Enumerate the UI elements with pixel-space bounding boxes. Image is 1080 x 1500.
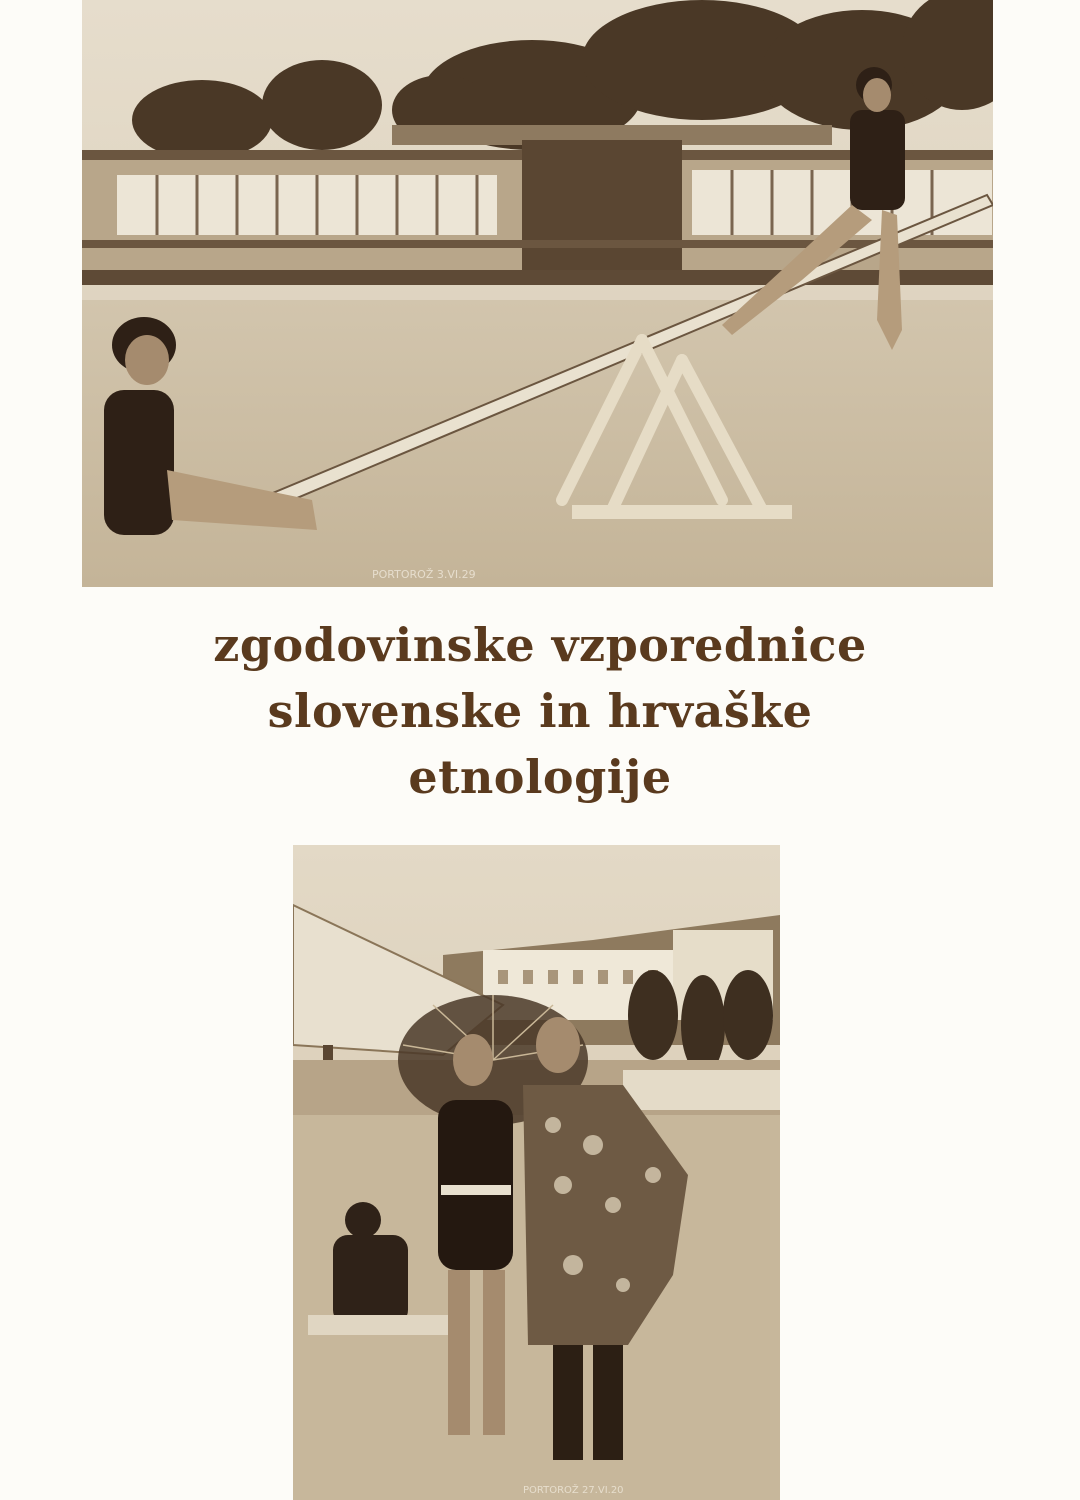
title-line-1: zgodovinske vzporednice (213, 618, 867, 672)
cover-photo-parasol (293, 845, 780, 1500)
photo-top-caption: PORTOROŽ 3.VI.29 (372, 568, 476, 581)
title-line-3: etnologije (408, 750, 672, 804)
parasol-photo-illustration (293, 845, 780, 1500)
cover-title (0, 612, 1080, 810)
cover-photo-seesaw (82, 0, 993, 587)
seesaw-photo-illustration (82, 0, 993, 587)
title-line-2: slovenske in hrvaške (267, 684, 813, 738)
photo-bottom-caption: PORTOROŽ 27.VI.20 (523, 1485, 624, 1496)
